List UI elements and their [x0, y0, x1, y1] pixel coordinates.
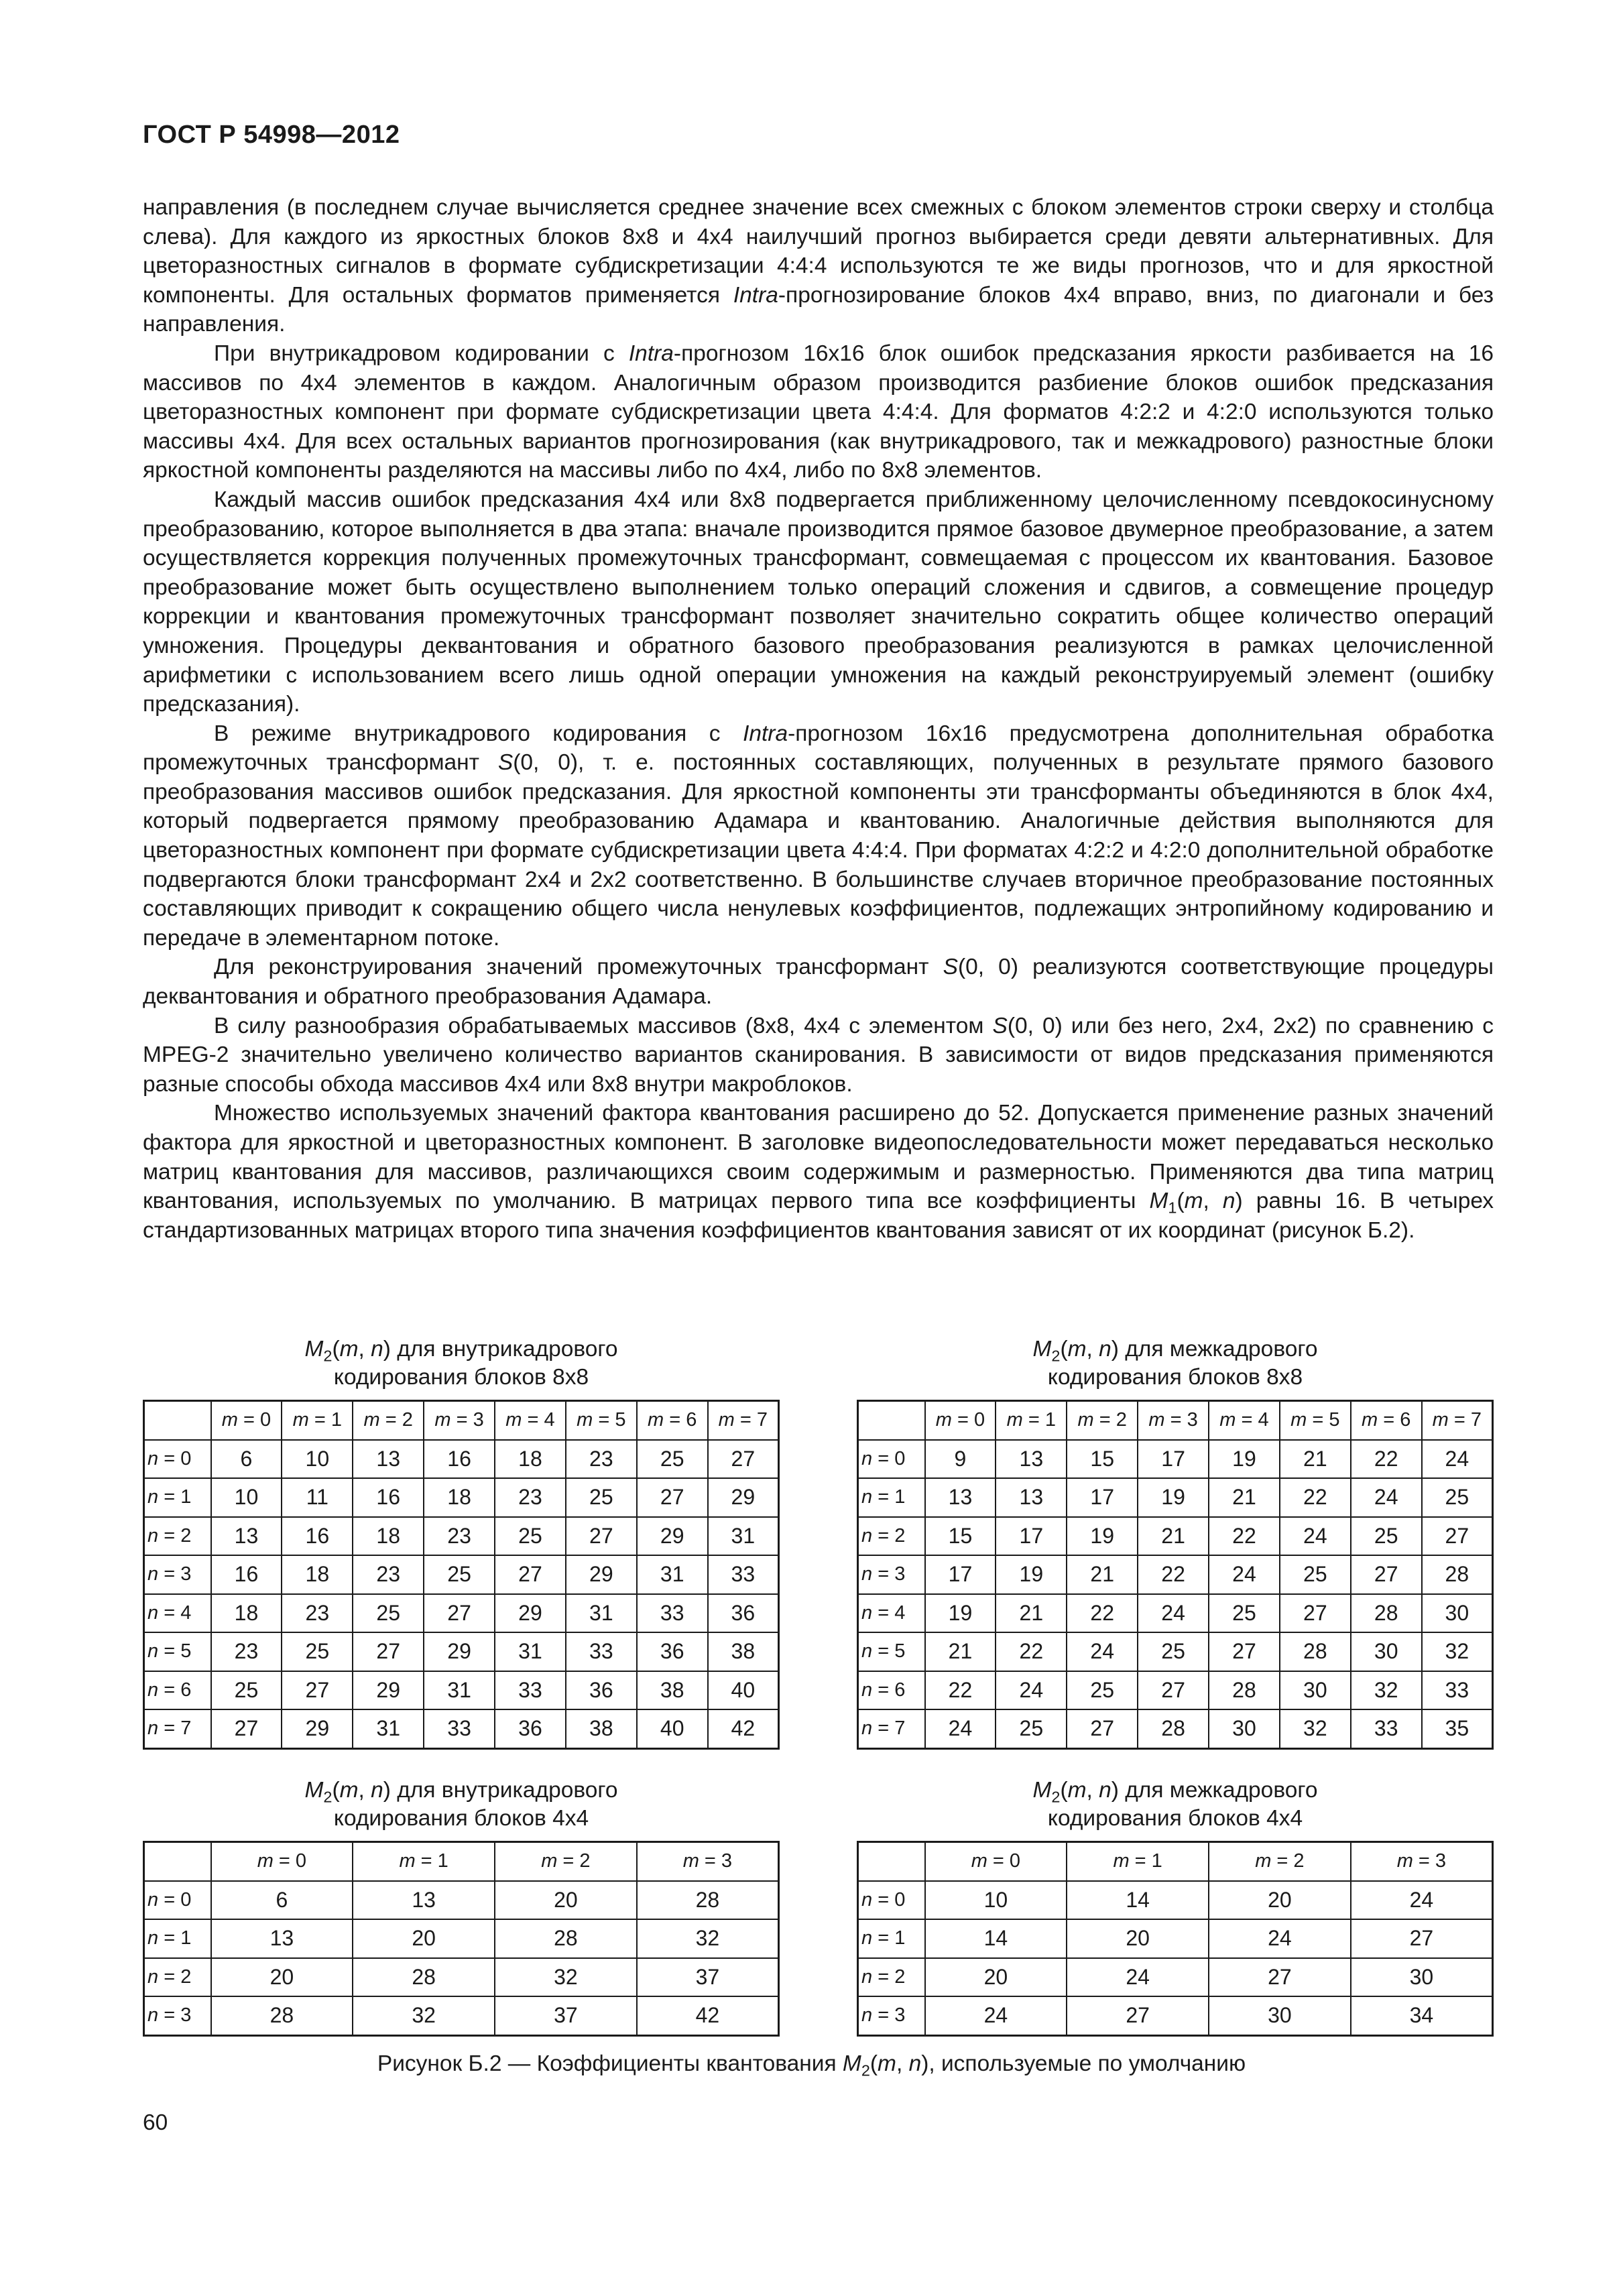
- row-header: n = 5: [858, 1632, 925, 1671]
- row-header: n = 3: [858, 1555, 925, 1594]
- row-header: n = 7: [858, 1709, 925, 1748]
- table-cell: 27: [1351, 1555, 1422, 1594]
- table-cell: 24: [1067, 1958, 1209, 1997]
- table-cell: 27: [708, 1440, 779, 1479]
- table-row: [858, 1632, 1493, 1671]
- column-header: m = 3: [1138, 1401, 1209, 1440]
- table-cell: 23: [566, 1440, 637, 1479]
- paragraph: В силу разнообразия обрабатываемых массивов (8x8, 4x4 с элементом S(0, 0) или без него, 2x4, 2x2) по сравнению с MPEG-2 значительно увеличено количество вариантов сканирования. В зависимости от видов предсказания применяются разные способы обхода массивов 4x4 или 8x8 внутри макроблоков.: [143, 1013, 1494, 1097]
- table-cell: 20: [495, 1881, 637, 1920]
- row-header: n = 6: [144, 1671, 211, 1710]
- table-caption-line: кодирования блоков 4x4: [333, 1806, 589, 1831]
- row-header: n = 2: [144, 1517, 211, 1556]
- table-cell: 21: [996, 1594, 1067, 1633]
- table-cell: 13: [211, 1919, 353, 1958]
- table-row: [144, 1709, 779, 1748]
- column-header: m = 3: [1351, 1842, 1493, 1881]
- table-cell: 32: [495, 1958, 637, 1997]
- table-caption-line: $M_2(m$, n) для внутрикадрового: [304, 1778, 618, 1806]
- paragraph: Множество используемых значений фактора квантования расширено до 52. Допускается применение разных значений фактора для яркостной и цветоразностных компонент. В заголовке видеопоследовательности может передаваться несколько матриц квантования для массивов, различающихся своим содержимым и размерностью. Применяются два типа матриц квантования, используемых по умолчанию. В матрицах первого типа все коэффициенты $M_1(m$, n) равны 16. В четырех стандартизованных матрицах второго типа значения коэффициентов квантования зависят от их координат (рисунок Б.2).: [143, 1101, 1494, 1243]
- table-cell: 25: [353, 1594, 424, 1633]
- table-intra-8x8: [143, 1335, 780, 1750]
- table-cell: 29: [424, 1632, 495, 1671]
- table-cell: 32: [637, 1919, 779, 1958]
- table-cell: 34: [1351, 1996, 1493, 2035]
- table-cell: 42: [637, 1996, 779, 2035]
- table-cell: 24: [1422, 1440, 1493, 1479]
- table-row: [858, 1919, 1493, 1958]
- table-corner-cell: [858, 1842, 925, 1881]
- table-cell: 13: [925, 1478, 996, 1517]
- table-cell: 13: [996, 1478, 1067, 1517]
- column-header: m = 2: [353, 1401, 424, 1440]
- column-header: m = 0: [211, 1401, 282, 1440]
- table-cell: 14: [1067, 1881, 1209, 1920]
- coefficient-table: [143, 1841, 780, 2037]
- table-header-row: [858, 1842, 1493, 1881]
- table-corner-cell: [144, 1842, 211, 1881]
- table-cell: 33: [424, 1709, 495, 1748]
- table-row: [858, 1555, 1493, 1594]
- row-header: n = 2: [144, 1958, 211, 1997]
- table-cell: 22: [1138, 1555, 1209, 1594]
- paragraph: направления (в последнем случае вычисляется среднее значение всех смежных с блоком элементов строки сверху и столбца слева). Для каждого из яркостных блоков 8x8 и 4x4 наилучший прогноз выбирается среди девяти альтернативных. Для цветоразностных сигналов в формате субдискретизации 4:4:4 используются те же виды прогнозов, что и для яркостной компоненты. Для остальных форматов применяется Intra-прогнозирование блоков 4x4 вправо, вниз, по диагонали и без направления.: [143, 195, 1494, 337]
- table-row: [144, 1440, 779, 1479]
- table-header-row: [144, 1401, 779, 1440]
- table-cell: 24: [996, 1671, 1067, 1710]
- table-cell: 29: [495, 1594, 566, 1633]
- table-caption-line: кодирования блоков 4x4: [1047, 1806, 1303, 1831]
- table-cell: 25: [1351, 1517, 1422, 1556]
- table-cell: 16: [424, 1440, 495, 1479]
- table-cell: 17: [1138, 1440, 1209, 1479]
- table-cell: 28: [1351, 1594, 1422, 1633]
- table-cell: 24: [1138, 1594, 1209, 1633]
- table-cell: 25: [211, 1671, 282, 1710]
- table-cell: 33: [495, 1671, 566, 1710]
- table-intra-4x4: [143, 1776, 780, 2037]
- table-cell: 30: [1351, 1632, 1422, 1671]
- table-cell: 30: [1280, 1671, 1351, 1710]
- row-header: n = 2: [858, 1517, 925, 1556]
- table-cell: 27: [1422, 1517, 1493, 1556]
- table-cell: 25: [637, 1440, 708, 1479]
- table-cell: 32: [1422, 1632, 1493, 1671]
- table-cell: 27: [1067, 1996, 1209, 2035]
- table-cell: 20: [211, 1958, 353, 1997]
- column-header: m = 3: [424, 1401, 495, 1440]
- column-header: m = 7: [708, 1401, 779, 1440]
- table-cell: 21: [1280, 1440, 1351, 1479]
- table-cell: 21: [1138, 1517, 1209, 1556]
- table-cell: 33: [1351, 1709, 1422, 1748]
- table-row: [144, 1881, 779, 1920]
- table-cell: 20: [1209, 1881, 1351, 1920]
- table-cell: 13: [996, 1440, 1067, 1479]
- table-cell: 20: [925, 1958, 1067, 1997]
- table-row: [858, 1881, 1493, 1920]
- table-cell: 33: [566, 1632, 637, 1671]
- table-cell: 38: [708, 1632, 779, 1671]
- table-cell: 29: [353, 1671, 424, 1710]
- table-cell: 31: [424, 1671, 495, 1710]
- column-header: m = 5: [566, 1401, 637, 1440]
- table-row: [144, 1632, 779, 1671]
- table-caption: [857, 1335, 1494, 1392]
- table-cell: 27: [211, 1709, 282, 1748]
- table-cell: 20: [1067, 1919, 1209, 1958]
- column-header: m = 2: [495, 1842, 637, 1881]
- paragraph: При внутрикадровом кодировании с Intra-прогнозом 16x16 блок ошибок предсказания яркости разбивается на 16 массивов по 4x4 элементов в каждом. Аналогичным образом производится разбиение блоков ошибок предсказания цветоразностных компонент при формате субдискретизации цвета 4:4:4. Для форматов 4:2:2 и 4:2:0 используются только массивы 4x4. Для всех остальных вариантов прогнозирования (как внутрикадрового, так и межкадрового) разностные блоки яркостной компоненты разделяются на массивы либо по 4x4, либо по 8x8 элементов.: [143, 341, 1494, 483]
- coefficient-table: [857, 1841, 1494, 2037]
- column-header: m = 1: [282, 1401, 353, 1440]
- table-cell: 33: [1422, 1671, 1493, 1710]
- row-header: n = 0: [144, 1440, 211, 1479]
- table-cell: 24: [1351, 1881, 1493, 1920]
- table-cell: 18: [495, 1440, 566, 1479]
- table-cell: 22: [1209, 1517, 1280, 1556]
- table-cell: 23: [424, 1517, 495, 1556]
- table-cell: 25: [282, 1632, 353, 1671]
- table-cell: 38: [566, 1709, 637, 1748]
- table-cell: 24: [1351, 1478, 1422, 1517]
- table-cell: 18: [424, 1478, 495, 1517]
- table-header-row: [144, 1842, 779, 1881]
- table-cell: 19: [1138, 1478, 1209, 1517]
- table-cell: 40: [637, 1709, 708, 1748]
- table-cell: 33: [637, 1594, 708, 1633]
- figure-caption: Рисунок Б.2 — Коэффициенты квантования $M_2(m$, n), используемые по умолчанию: [377, 2051, 1246, 2079]
- table-caption-line: $M_2(m$, n) для внутрикадрового: [304, 1337, 618, 1365]
- row-header: n = 3: [858, 1996, 925, 2035]
- table-cell: 29: [282, 1709, 353, 1748]
- table-cell: 37: [495, 1996, 637, 2035]
- table-cell: 10: [211, 1478, 282, 1517]
- table-cell: 10: [925, 1881, 1067, 1920]
- table-caption: [857, 1776, 1494, 1833]
- table-cell: 19: [996, 1555, 1067, 1594]
- table-cell: 24: [1209, 1555, 1280, 1594]
- table-row: [144, 1478, 779, 1517]
- table-row: [144, 1594, 779, 1633]
- column-header: m = 5: [1280, 1401, 1351, 1440]
- table-caption-line: кодирования блоков 8x8: [333, 1365, 589, 1390]
- table-inter-4x4: [857, 1776, 1494, 2037]
- table-cell: 27: [1067, 1709, 1138, 1748]
- table-cell: 22: [1351, 1440, 1422, 1479]
- paragraph: Каждый массив ошибок предсказания 4x4 или 8x8 подвергается приближенному целочисленному псевдокосинусному преобразованию, которое выполняется в два этапа: вначале производится прямое базовое двумерное преобразование, а затем осуществляется коррекция полученных промежуточных трансформант, совмещаемая с процессом их квантования. Базовое преобразование может быть осуществлено выполнением только операций сложения и сдвигов, а совмещение процедур коррекции и квантования промежуточных трансформант позволяет значительно сократить общее количество операций умножения. Процедуры деквантования и обратного базового преобразования реализуются в рамках целочисленной арифметики с использованием всего лишь одной операции умножения на каждый реконструируемый элемент (ошибку предсказания).: [143, 487, 1494, 717]
- column-header: m = 1: [996, 1401, 1067, 1440]
- table-cell: 42: [708, 1709, 779, 1748]
- table-cell: 30: [1209, 1709, 1280, 1748]
- column-header: m = 0: [925, 1842, 1067, 1881]
- column-header: m = 6: [637, 1401, 708, 1440]
- table-cell: 36: [637, 1632, 708, 1671]
- table-cell: 30: [1351, 1958, 1493, 1997]
- table-row: [858, 1594, 1493, 1633]
- table-cell: 25: [1067, 1671, 1138, 1710]
- table-cell: 18: [282, 1555, 353, 1594]
- table-cell: 18: [211, 1594, 282, 1633]
- table-cell: 37: [637, 1958, 779, 1997]
- row-header: n = 4: [144, 1594, 211, 1633]
- table-cell: 25: [424, 1555, 495, 1594]
- column-header: m = 2: [1209, 1842, 1351, 1881]
- table-row: [858, 1671, 1493, 1710]
- table-cell: 28: [353, 1958, 495, 1997]
- table-cell: 20: [353, 1919, 495, 1958]
- table-cell: 27: [1351, 1919, 1493, 1958]
- table-cell: 17: [925, 1555, 996, 1594]
- row-header: n = 4: [858, 1594, 925, 1633]
- row-header: n = 1: [144, 1919, 211, 1958]
- table-row: [144, 1919, 779, 1958]
- table-cell: 25: [996, 1709, 1067, 1748]
- column-header: m = 0: [211, 1842, 353, 1881]
- table-cell: 30: [1209, 1996, 1351, 2035]
- table-cell: 28: [1422, 1555, 1493, 1594]
- column-header: m = 4: [495, 1401, 566, 1440]
- table-cell: 15: [1067, 1440, 1138, 1479]
- table-cell: 27: [495, 1555, 566, 1594]
- table-cell: 30: [1422, 1594, 1493, 1633]
- table-cell: 16: [282, 1517, 353, 1556]
- table-cell: 33: [708, 1555, 779, 1594]
- row-header: n = 0: [144, 1881, 211, 1920]
- table-header-row: [858, 1401, 1493, 1440]
- table-cell: 35: [1422, 1709, 1493, 1748]
- row-header: n = 0: [858, 1440, 925, 1479]
- table-cell: 18: [353, 1517, 424, 1556]
- table-caption: [143, 1776, 780, 1833]
- column-header: m = 1: [353, 1842, 495, 1881]
- document-header: ГОСТ Р 54998—2012: [143, 121, 400, 149]
- table-cell: 22: [996, 1632, 1067, 1671]
- table-cell: 28: [637, 1881, 779, 1920]
- column-header: m = 7: [1422, 1401, 1493, 1440]
- table-row: [858, 1958, 1493, 1997]
- column-header: m = 0: [925, 1401, 996, 1440]
- table-cell: 16: [353, 1478, 424, 1517]
- body-text: [143, 193, 1494, 1245]
- table-cell: 22: [1067, 1594, 1138, 1633]
- table-cell: 13: [353, 1440, 424, 1479]
- table-cell: 17: [1067, 1478, 1138, 1517]
- table-cell: 21: [1209, 1478, 1280, 1517]
- table-cell: 31: [637, 1555, 708, 1594]
- table-cell: 27: [566, 1517, 637, 1556]
- row-header: n = 1: [858, 1919, 925, 1958]
- table-cell: 27: [1209, 1958, 1351, 1997]
- table-row: [858, 1478, 1493, 1517]
- table-cell: 23: [495, 1478, 566, 1517]
- table-row: [858, 1996, 1493, 2035]
- table-cell: 36: [566, 1671, 637, 1710]
- table-row: [858, 1517, 1493, 1556]
- table-cell: 19: [1209, 1440, 1280, 1479]
- table-cell: 16: [211, 1555, 282, 1594]
- table-cell: 31: [566, 1594, 637, 1633]
- table-cell: 27: [282, 1671, 353, 1710]
- table-cell: 28: [1138, 1709, 1209, 1748]
- table-cell: 29: [637, 1517, 708, 1556]
- table-cell: 19: [1067, 1517, 1138, 1556]
- table-cell: 10: [282, 1440, 353, 1479]
- table-cell: 15: [925, 1517, 996, 1556]
- table-cell: 28: [1209, 1671, 1280, 1710]
- table-corner-cell: [144, 1401, 211, 1440]
- table-cell: 25: [566, 1478, 637, 1517]
- table-cell: 13: [353, 1881, 495, 1920]
- table-cell: 32: [1280, 1709, 1351, 1748]
- table-cell: 17: [996, 1517, 1067, 1556]
- table-caption-line: $M_2(m$, n) для межкадрового: [1032, 1778, 1318, 1806]
- table-cell: 13: [211, 1517, 282, 1556]
- table-cell: 24: [925, 1996, 1067, 2035]
- table-caption-line: $M_2(m$, n) для межкадрового: [1032, 1337, 1318, 1365]
- table-cell: 14: [925, 1919, 1067, 1958]
- table-cell: 19: [925, 1594, 996, 1633]
- paragraph: В режиме внутрикадрового кодирования с Intra-прогнозом 16x16 предусмотрена дополнительная обработка промежуточных трансформант S(0, 0), т. е. постоянных составляющих, полученных в результате прямого базового преобразования массивов ошибок предсказания. Для яркостной компоненты эти трансформанты объединяются в блок 4x4, который подвергается прямому преобразованию Адамара и квантованию. Аналогичные действия выполняются для цветоразностных компонент при формате субдискретизации цвета 4:4:4. При форматах 4:2:2 и 4:2:0 дополнительной обработке подвергаются блоки трансформант 2x4 и 2x2 соответственно. В большинстве случаев вторичное преобразование постоянных составляющих приводит к сокращению общего числа ненулевых коэффициентов, подлежащих энтропийному кодированию и передаче в элементарном потоке.: [143, 721, 1494, 951]
- table-cell: 25: [1422, 1478, 1493, 1517]
- column-header: m = 2: [1067, 1401, 1138, 1440]
- row-header: n = 0: [858, 1881, 925, 1920]
- table-cell: 22: [925, 1671, 996, 1710]
- table-cell: 24: [925, 1709, 996, 1748]
- table-row: [858, 1709, 1493, 1748]
- table-cell: 9: [925, 1440, 996, 1479]
- table-cell: 31: [353, 1709, 424, 1748]
- table-cell: 28: [495, 1919, 637, 1958]
- table-cell: 36: [495, 1709, 566, 1748]
- table-cell: 27: [1280, 1594, 1351, 1633]
- table-cell: 25: [495, 1517, 566, 1556]
- table-cell: 29: [708, 1478, 779, 1517]
- table-cell: 23: [211, 1632, 282, 1671]
- table-cell: 27: [353, 1632, 424, 1671]
- table-cell: 28: [1280, 1632, 1351, 1671]
- table-cell: 27: [637, 1478, 708, 1517]
- table-cell: 31: [708, 1517, 779, 1556]
- table-row: [858, 1440, 1493, 1479]
- row-header: n = 2: [858, 1958, 925, 1997]
- table-cell: 31: [495, 1632, 566, 1671]
- table-cell: 25: [1209, 1594, 1280, 1633]
- table-cell: 28: [211, 1996, 353, 2035]
- row-header: n = 5: [144, 1632, 211, 1671]
- table-cell: 32: [353, 1996, 495, 2035]
- row-header: n = 3: [144, 1555, 211, 1594]
- table-caption: [143, 1335, 780, 1392]
- page-number: 60: [143, 2110, 168, 2135]
- row-header: n = 1: [858, 1478, 925, 1517]
- table-row: [144, 1671, 779, 1710]
- row-header: n = 1: [144, 1478, 211, 1517]
- column-header: m = 3: [637, 1842, 779, 1881]
- table-cell: 27: [424, 1594, 495, 1633]
- table-cell: 11: [282, 1478, 353, 1517]
- table-cell: 40: [708, 1671, 779, 1710]
- table-cell: 27: [1138, 1671, 1209, 1710]
- row-header: n = 3: [144, 1996, 211, 2035]
- table-cell: 22: [1280, 1478, 1351, 1517]
- table-cell: 25: [1280, 1555, 1351, 1594]
- table-cell: 6: [211, 1881, 353, 1920]
- paragraph: Для реконструирования значений промежуточных трансформант S(0, 0) реализуются соответствующие процедуры деквантования и обратного преобразования Адамара.: [143, 955, 1494, 1010]
- table-cell: 21: [1067, 1555, 1138, 1594]
- row-header: n = 7: [144, 1709, 211, 1748]
- table-cell: 23: [282, 1594, 353, 1633]
- table-cell: 27: [1209, 1632, 1280, 1671]
- table-cell: 38: [637, 1671, 708, 1710]
- table-cell: 29: [566, 1555, 637, 1594]
- table-cell: 24: [1067, 1632, 1138, 1671]
- table-row: [144, 1555, 779, 1594]
- table-cell: 24: [1209, 1919, 1351, 1958]
- column-header: m = 4: [1209, 1401, 1280, 1440]
- coefficient-table: [857, 1400, 1494, 1750]
- column-header: m = 6: [1351, 1401, 1422, 1440]
- table-cell: 25: [1138, 1632, 1209, 1671]
- table-caption-line: кодирования блоков 8x8: [1047, 1365, 1303, 1390]
- table-cell: 32: [1351, 1671, 1422, 1710]
- table-inter-8x8: [857, 1335, 1494, 1750]
- table-cell: 6: [211, 1440, 282, 1479]
- table-corner-cell: [858, 1401, 925, 1440]
- table-cell: 23: [353, 1555, 424, 1594]
- coefficient-table: [143, 1400, 780, 1750]
- table-row: [144, 1996, 779, 2035]
- row-header: n = 6: [858, 1671, 925, 1710]
- table-cell: 24: [1280, 1517, 1351, 1556]
- table-row: [144, 1517, 779, 1556]
- table-row: [144, 1958, 779, 1997]
- table-cell: 36: [708, 1594, 779, 1633]
- table-cell: 21: [925, 1632, 996, 1671]
- column-header: m = 1: [1067, 1842, 1209, 1881]
